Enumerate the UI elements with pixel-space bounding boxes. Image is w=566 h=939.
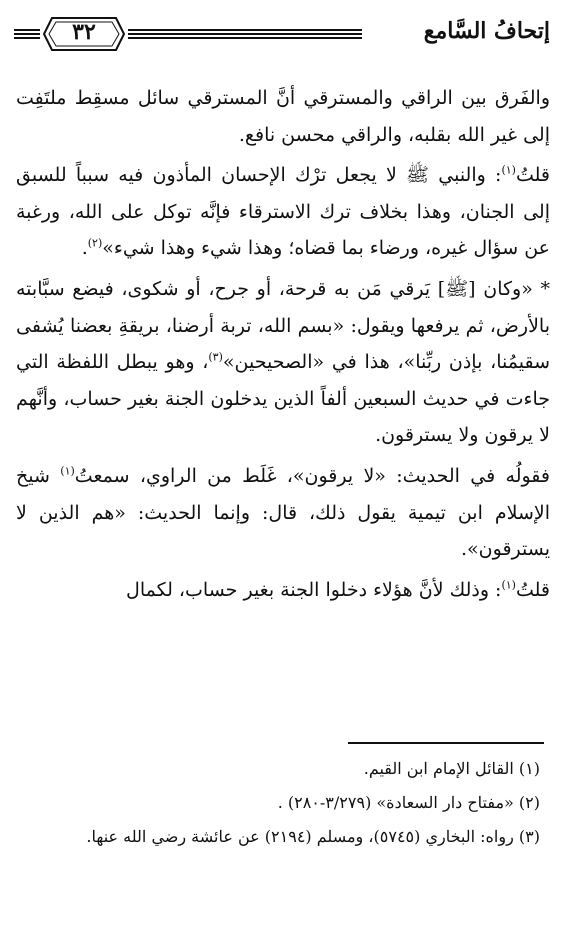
paragraph-1 [16,80,550,153]
page-header [14,16,550,56]
footnote-separator [348,742,544,744]
footnote-ref: (١) [501,163,516,177]
header-rule-left [14,29,40,39]
main-text [16,80,550,608]
footnote-ref: (١) [501,578,516,592]
page-number: ٣٢ [72,19,96,45]
paragraph-3-rest: ، وهو يبطل اللفظة التي جاءت في حديث السبعين ألفاً الذين يدخلون الجنة بغير حساب، وأنَّهم لا يرقون ولا يسترقون. [16,351,550,447]
paragraph-5-text: : وذلك لأنَّ هؤلاء دخلوا الجنة بغير حساب، لكمال [126,578,502,601]
header-rule-right [128,29,362,39]
page-number-badge [42,16,126,52]
paragraph-3-text: * «وكان [ﷺ] يَرقي مَن به قرحة، أو جرح، أو شكوى، فيضع سبَّابته بالأرض، ثم يرفعها ويقول: «بسم الله، تربة أرضنا، بريقةِ بعضنا يُشفى سقيمُنا، بإذن ربِّنا»، هذا في «الصحيحين» [16,277,550,374]
paragraph-5-head: قلتُ [515,578,550,601]
paragraph-5 [16,572,550,609]
paragraph-2-text: : والنبي ﷺ لا يجعل ترْك الإحسان المأذون فيه سبباً للسبق إلى الجنان، وهذا بخلاف ترك الاسترقاء فإنَّه توكل على الله، ورغبة عن سؤال غيره، ورضاء بما قضاه؛ وهذا شيء وهذا شيء» [16,164,550,260]
paragraph-4-rest: شيخ الإسلام ابن تيمية يقول ذلك، قال: وإنما الحديث: «هم الذين لا يسترقون». [16,464,550,561]
paragraph-2 [16,157,550,267]
paragraph-4 [16,458,550,568]
paragraph-4-text: فقولُه في الحديث: «لا يرقون»، غَلَط من الراوي، سمعتُ [74,464,550,487]
paragraph-2-head: قلتُ [515,164,550,187]
footnotes [22,752,540,854]
paragraph-3 [16,271,550,454]
footnote-ref: (٢) [87,237,103,251]
paragraph-2-end: . [81,237,88,260]
footnote-3: (٣) رواه: البخاري (٥٧٤٥)، ومسلم (٢١٩٤) عن عائشة رضي الله عنها. [86,827,540,846]
book-title: إتحافُ السَّامع [423,18,550,44]
footnote-2: (٢) «مفتاح دار السعادة» (٣/٢٧٩-٢٨٠) . [277,793,540,812]
footnote-1: (١) القائل الإمام ابن القيم. [363,759,540,778]
footnote-ref: (٣) [208,350,223,364]
paragraph-1-text: والفَرق بين الراقي والمسترقي أنَّ المسترقي سائل مسقِط ملتَفِت إلى غير الله بقلبه، والراقي محسن نافع. [16,87,550,146]
footnote-ref: (١) [60,464,75,478]
